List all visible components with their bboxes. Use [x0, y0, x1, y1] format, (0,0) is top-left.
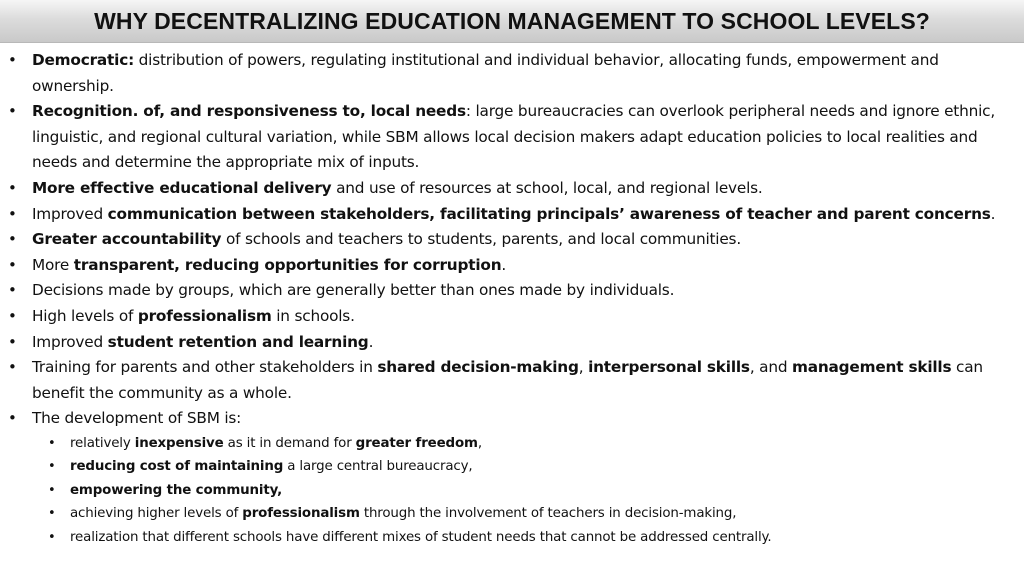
bullet-item	[8, 330, 1012, 356]
bullet-item	[8, 48, 1012, 99]
bullet-item	[8, 99, 1012, 176]
text: Improved	[32, 332, 108, 351]
bullet-icon: •	[8, 102, 17, 121]
bullet-item	[8, 355, 1012, 406]
bullet-item	[8, 304, 1012, 330]
bullet-icon: •	[8, 281, 17, 300]
text: relatively	[70, 435, 135, 451]
sub-bullet-item	[48, 455, 1012, 478]
bullet-icon: •	[48, 435, 56, 451]
text: : large bureaucracies can overlook peripheral needs and ignore ethnic, linguistic, and regional cultural variation, while SBM allows local decision makers adapt education policies to local realities and needs and determine the appropriate mix of inputs.	[32, 102, 996, 172]
bold-text: transparent, reducing opportunities for corruption	[73, 255, 502, 274]
bullet-icon: •	[8, 204, 17, 223]
bold-text: interpersonal skills	[588, 358, 750, 377]
text: Training for parents and other stakeholders in	[32, 358, 378, 377]
bold-text: reducing cost of maintaining	[70, 459, 284, 475]
bullet-item	[8, 176, 1012, 202]
sub-bullet-item	[48, 479, 1012, 502]
text: distribution of powers, regulating institutional and individual behavior, allocating funds, empowerment and ownership.	[32, 51, 939, 95]
bold-text: inexpensive	[134, 435, 224, 451]
bullet-item	[8, 227, 1012, 253]
text: of schools and teachers to students, parents, and local communities.	[221, 230, 741, 249]
bold-text: greater freedom	[355, 435, 478, 451]
bold-text: management skills	[792, 358, 952, 377]
text: The development of SBM is:	[32, 409, 242, 428]
bullet-icon: •	[48, 482, 56, 498]
bullet-icon: •	[48, 459, 56, 475]
bullet-icon: •	[8, 230, 17, 249]
page-title: WHY DECENTRALIZING EDUCATION MANAGEMENT TO SCHOOL LEVELS?	[94, 7, 930, 34]
bullet-icon: •	[8, 409, 17, 428]
bold-text: professionalism	[242, 506, 360, 522]
bold-text: Democratic:	[32, 51, 134, 69]
text: realization that different schools have different mixes of student needs that cannot be addressed centrally.	[70, 529, 772, 545]
bullet-icon: •	[8, 51, 17, 69]
bold-text: shared decision-making	[377, 358, 579, 377]
bullet-icon: •	[8, 178, 17, 197]
bullet-item	[8, 202, 1012, 228]
sub-bullet-item	[48, 502, 1012, 525]
text: ,	[477, 435, 482, 451]
bullet-item	[8, 253, 1012, 279]
bold-text: More effective educational delivery	[32, 178, 332, 197]
bullet-icon: •	[8, 332, 17, 351]
bold-text: empowering the community,	[70, 482, 283, 498]
text: as it in demand for	[223, 435, 356, 451]
text: Improved	[32, 204, 108, 223]
text: and use of resources at school, local, and regional levels.	[331, 178, 763, 197]
bold-text: Greater accountability	[32, 230, 222, 249]
bold-text: student retention and learning	[107, 332, 369, 351]
bullet-icon: •	[48, 506, 56, 522]
bullet-list	[0, 43, 1024, 549]
bold-text: communication between stakeholders, facilitating principals’ awareness of teacher and parent concerns	[107, 204, 991, 223]
text: , and	[749, 358, 792, 377]
text: .	[501, 255, 507, 274]
text: High levels of	[32, 306, 138, 325]
bullet-item	[8, 278, 1012, 304]
text: a large central bureaucracy,	[283, 459, 473, 475]
bullet-icon: •	[8, 306, 17, 325]
text: Decisions made by groups, which are generally better than ones made by individuals.	[32, 281, 675, 300]
title-bar	[0, 0, 1024, 43]
text: ,	[578, 358, 589, 377]
bullet-icon: •	[8, 255, 17, 274]
sub-bullet-item	[48, 432, 1012, 455]
bold-text: Recognition. of, and responsiveness to, local needs	[32, 102, 466, 121]
text: .	[990, 204, 996, 223]
text: in schools.	[271, 306, 355, 325]
bullet-icon: •	[8, 358, 17, 377]
text: achieving higher levels of	[70, 506, 243, 522]
bullet-item	[8, 406, 1012, 549]
text: More	[32, 255, 74, 274]
text: through the involvement of teachers in decision-making,	[359, 506, 737, 522]
sub-bullet-list	[32, 432, 1012, 549]
text: can benefit the community as a whole.	[32, 358, 983, 402]
sub-bullet-item	[48, 526, 1012, 549]
bullet-icon: •	[48, 529, 56, 545]
bold-text: professionalism	[137, 306, 272, 325]
text: .	[368, 332, 374, 351]
